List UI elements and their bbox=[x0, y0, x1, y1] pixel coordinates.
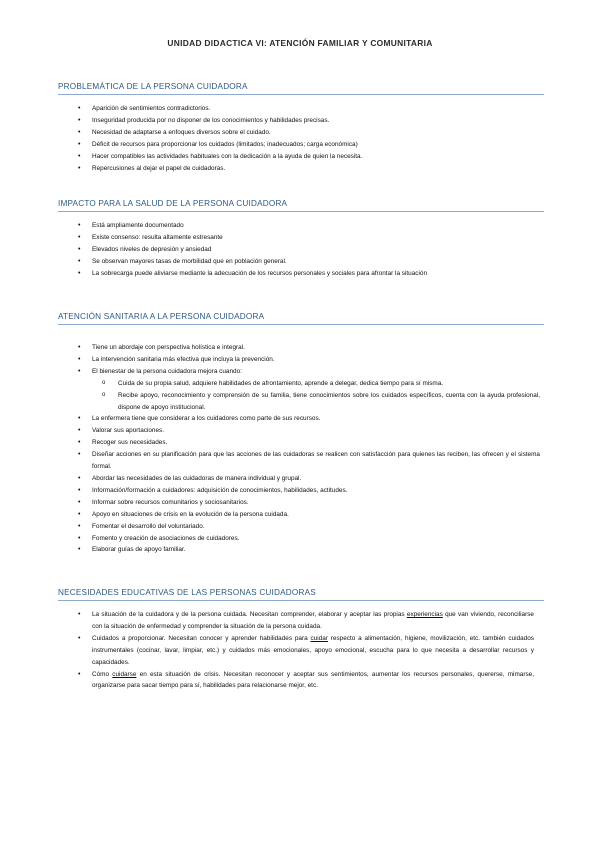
sub-list-holder bbox=[58, 378, 544, 414]
list-item: • Fomentar el desarrollo del voluntariado. bbox=[58, 521, 544, 533]
bullet-list bbox=[58, 103, 544, 174]
list-item bbox=[58, 633, 544, 669]
item-text: en esta situación de crisis. Necesitan reconocer y aceptar sus sentimientos, aumentar los recursos personales, quererse, mimarse, organizarse para sacar tiempo para sí, habilidades para relacionarse mejor, etc. bbox=[92, 670, 534, 690]
list-item: • Existe consenso: resulta altamente estresante bbox=[58, 232, 544, 244]
list-item: • Informar sobre recursos comunitarios y sociosanitarios. bbox=[58, 497, 544, 509]
list-item: • Diseñar acciones en su planificación para que las acciones de las cuidadoras se realicen con satisfacción para quienes las reciben, las ofrecen y el sistema formal. bbox=[58, 449, 544, 473]
list-item: • Necesidad de adaptarse a enfoques diversos sobre el cuidado. bbox=[58, 127, 544, 139]
list-item: • Aparición de sentimientos contradictorios. bbox=[58, 103, 544, 115]
list-item: • Apoyo en situaciones de crisis en la evolución de la persona cuidada. bbox=[58, 509, 544, 521]
bullet-list bbox=[58, 342, 544, 556]
underlined-term: cuidarse bbox=[112, 670, 137, 678]
list-item: • La intervención sanitaria más efectiva que incluya la prevención. bbox=[58, 354, 544, 366]
list-item: • Elaborar guías de apoyo familiar. bbox=[58, 544, 544, 556]
section-problematica bbox=[58, 82, 544, 174]
list-item bbox=[58, 609, 544, 633]
list-item: • Elevados niveles de depresión y ansiedad bbox=[58, 244, 544, 256]
list-item: • Se observan mayores tasas de morbilidad que en población general. bbox=[58, 256, 544, 268]
item-text: respecto a alimentación, higiene, movilización, etc. también cuidados instrumentales (cocinar, lavar, limpiar, etc.) y cuidados más emocionales, apoyo emocional, escucha para lo que necesita a desarrollar recursos y capacidades. bbox=[92, 634, 535, 666]
list-item: • Está ampliamente documentado bbox=[58, 220, 544, 232]
sub-list-item: o Recibe apoyo, reconocimiento y comprensión de su familia, tiene conocimientos sobre los cuidados específicos, cuenta con la ayuda profesional, dispone de apoyo institucional. bbox=[92, 390, 544, 414]
list-item: • La sobrecarga puede aliviarse mediante la adecuación de los recursos personales y sociales para afrontar la situación bbox=[58, 268, 544, 280]
list-item: • Valorar sus aportaciones. bbox=[58, 425, 544, 437]
list-item: • Fomento y creación de asociaciones de cuidadores. bbox=[58, 533, 544, 545]
section-heading: NECESIDADES EDUCATIVAS DE LAS PERSONAS CUIDADORAS bbox=[58, 588, 544, 601]
section-heading: PROBLEMÁTICA DE LA PERSONA CUIDADORA bbox=[58, 82, 544, 95]
bullet-list bbox=[58, 220, 544, 280]
list-item: • Recoger sus necesidades. bbox=[58, 437, 544, 449]
document-title: UNIDAD DIDACTICA VI: ATENCIÓN FAMILIAR Y COMUNITARIA bbox=[167, 38, 433, 48]
section-heading: ATENCIÓN SANITARIA A LA PERSONA CUIDADORA bbox=[58, 312, 544, 325]
item-text: Cómo bbox=[92, 670, 113, 678]
section-heading: IMPACTO PARA LA SALUD DE LA PERSONA CUIDADORA bbox=[58, 199, 544, 212]
list-item: • Repercusiones al dejar el papel de cuidadoras. bbox=[58, 163, 544, 175]
list-item: • Hacer compatibles las actividades habituales con la dedicación a la ayuda de quien la necesita. bbox=[58, 151, 544, 163]
section-necesidades-educativas bbox=[58, 588, 544, 692]
sub-list-item: o Cuida de su propia salud, adquiere habilidades de afrontamiento, aprende a delegar, dedica tiempo para sí misma. bbox=[92, 378, 544, 390]
section-atencion-sanitaria bbox=[58, 312, 544, 556]
list-item: • Inseguridad producida por no disponer de los conocimientos y habilidades precisas. bbox=[58, 115, 544, 127]
underlined-term: experiencias bbox=[406, 611, 443, 618]
underlined-term: cuidar bbox=[310, 634, 328, 642]
list-item: • Abordar las necesidades de las cuidadoras de manera individual y grupal. bbox=[58, 473, 544, 485]
item-text: que van viviendo, reconciliarse con la situación de enfermedad y comprender la situación de la persona cuidada. bbox=[92, 611, 534, 630]
list-item: • El bienestar de la persona cuidadora mejora cuando: bbox=[58, 366, 544, 378]
list-item: • Tiene un abordaje con perspectiva holística e integral. bbox=[58, 342, 544, 354]
bullet-list bbox=[58, 609, 544, 692]
item-text: La situación de la cuidadora y de la persona cuidada. Necesitan comprender, elaborar y aceptar las propias bbox=[92, 611, 407, 618]
item-text: Cuidados a proporcionar. Necesitan conocer y aprender habilidades para bbox=[92, 634, 311, 642]
sub-list bbox=[92, 378, 544, 414]
list-item: • La enfermera tiene que considerar a los cuidadores como parte de sus recursos. bbox=[58, 413, 544, 425]
section-impacto bbox=[58, 199, 544, 280]
list-item: • Información/formación a cuidadores: adquisición de conocimientos, habilidades, actitudes. bbox=[58, 485, 544, 497]
list-item bbox=[58, 669, 544, 693]
list-item: • Déficit de recursos para proporcionar los cuidados (limitados; inadecuados; carga económica) bbox=[58, 139, 544, 151]
